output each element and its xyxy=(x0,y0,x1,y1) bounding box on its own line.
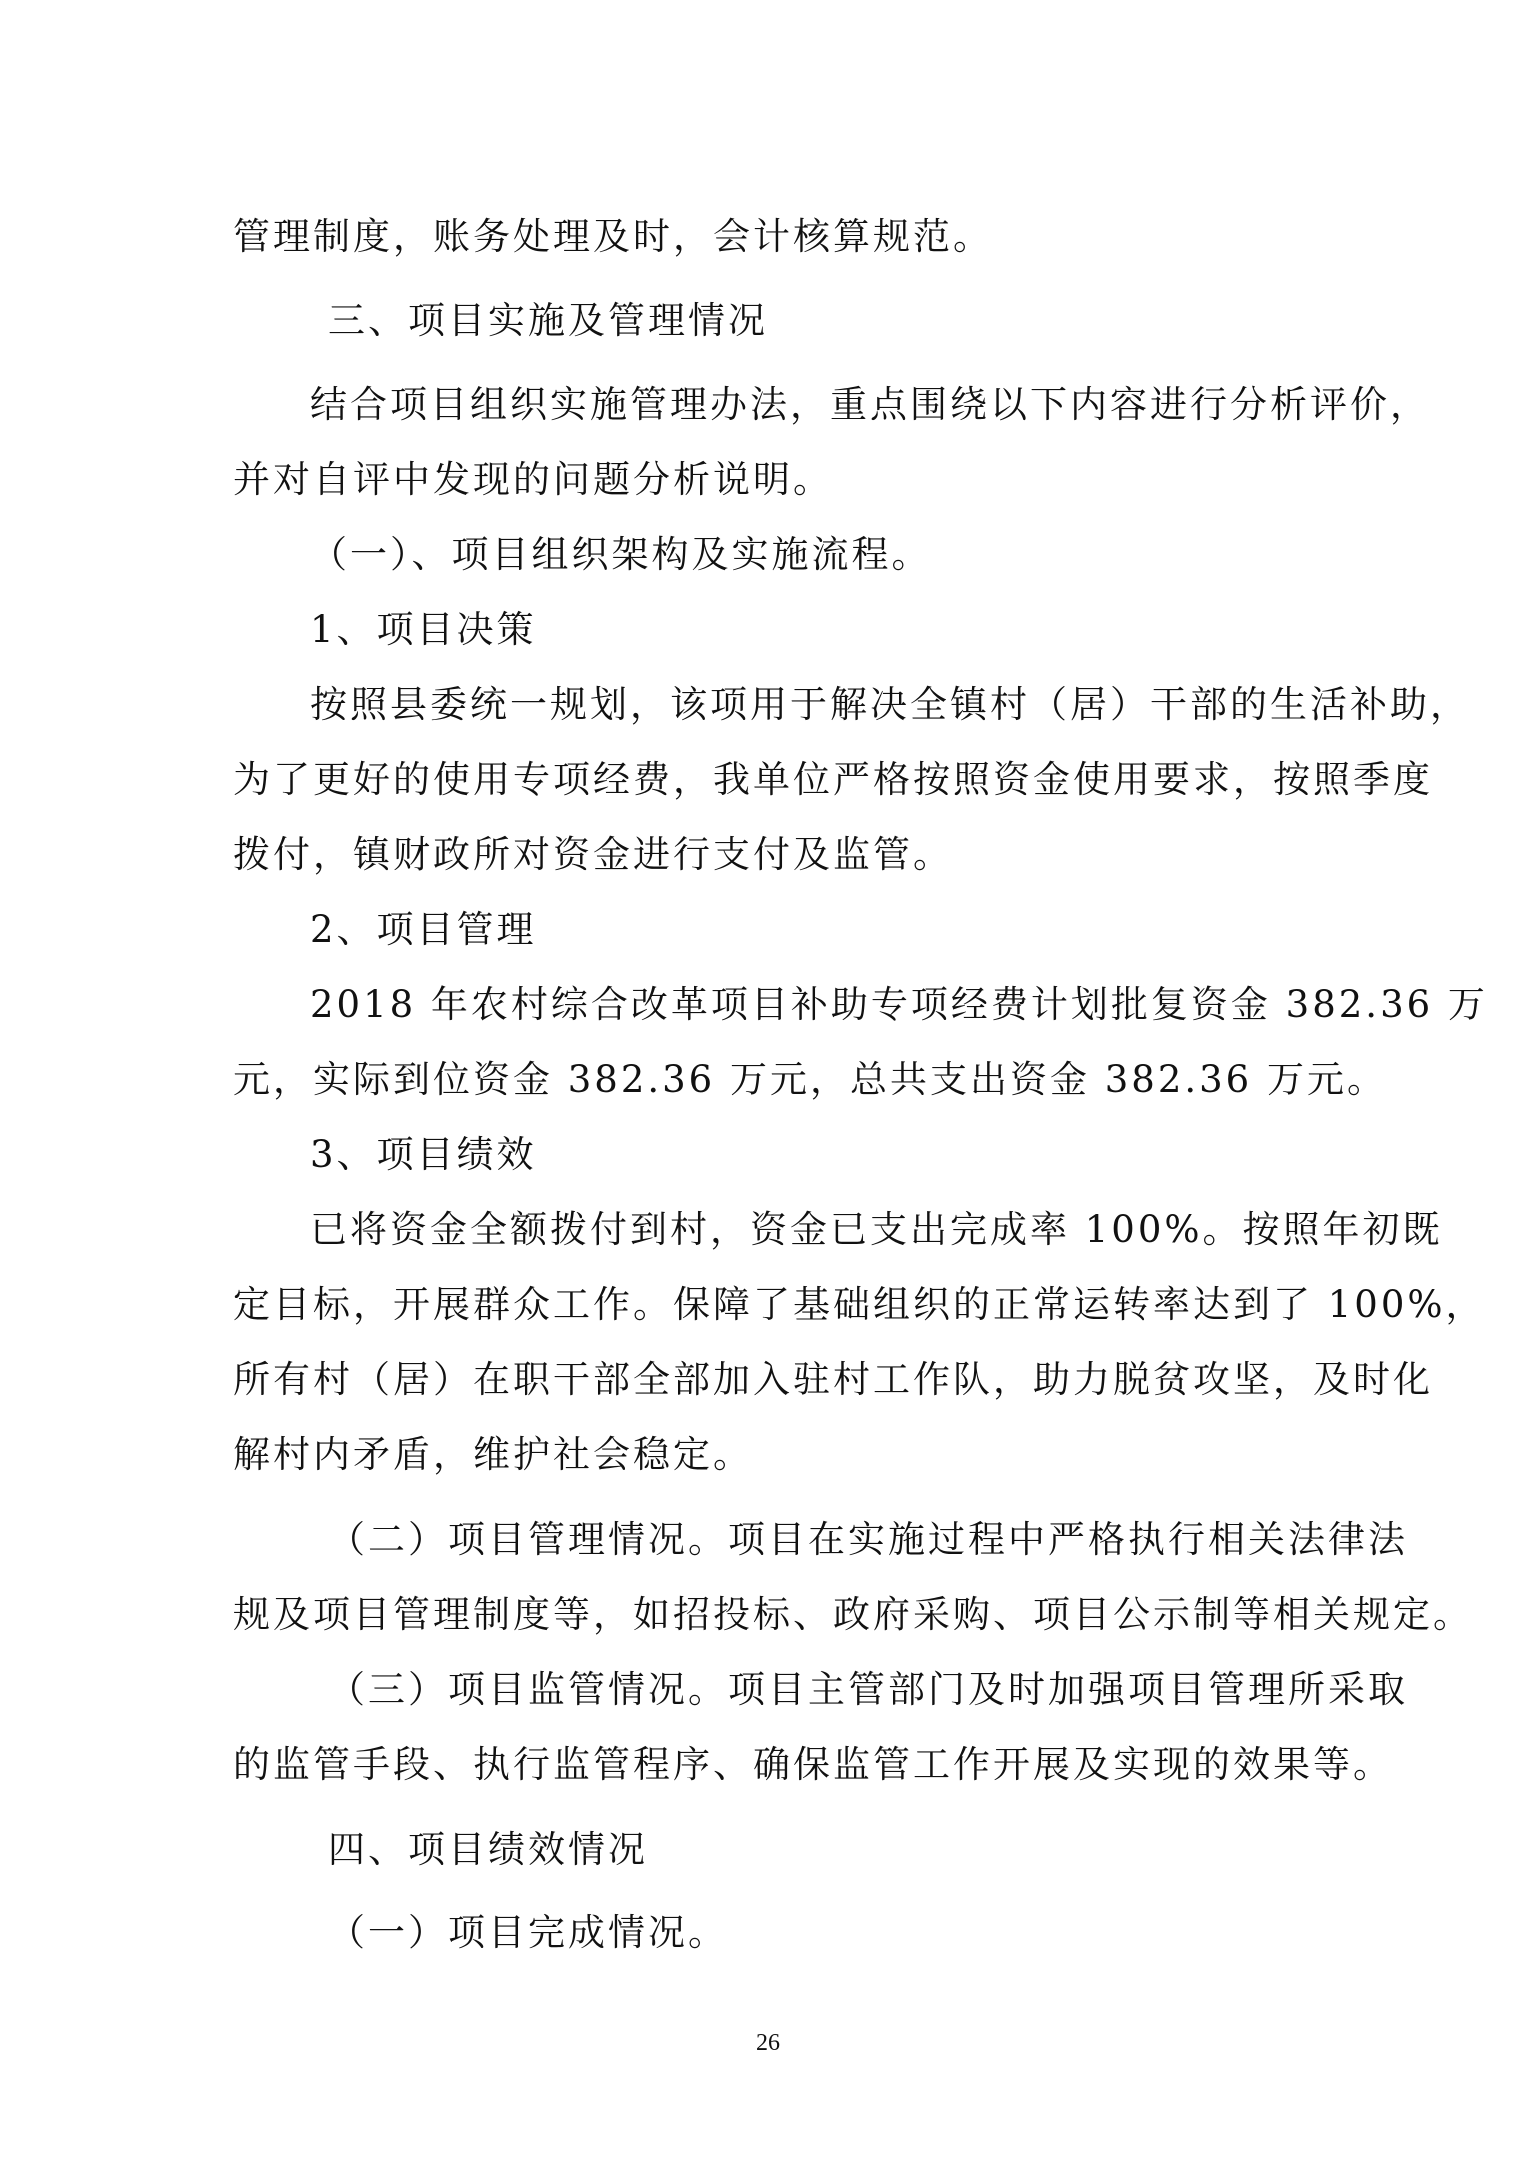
paragraph-line: 结合项目组织实施管理办法，重点围绕以下内容进行分析评价， xyxy=(310,383,1430,426)
paragraph-line: 按照县委统一规划，该项用于解决全镇村（居）干部的生活补助， xyxy=(310,683,1470,726)
paragraph-line: 拨付，镇财政所对资金进行支付及监管。 xyxy=(233,833,953,876)
item-heading: 3、项目绩效 xyxy=(310,1133,537,1176)
subsection-heading: （一）项目完成情况。 xyxy=(328,1911,728,1954)
item-heading: 1、项目决策 xyxy=(310,608,537,651)
paragraph-line: 的监管手段、执行监管程序、确保监管工作开展及实现的效果等。 xyxy=(233,1743,1393,1786)
page-number: 26 xyxy=(756,2030,780,2056)
paragraph-line: 管理制度，账务处理及时，会计核算规范。 xyxy=(233,215,993,258)
paragraph-line: 元，实际到位资金 382.36 万元，总共支出资金 382.36 万元。 xyxy=(233,1058,1387,1101)
paragraph-line: （二）项目管理情况。项目在实施过程中严格执行相关法律法 xyxy=(328,1518,1408,1561)
paragraph-line: 定目标，开展群众工作。保障了基础组织的正常运转率达到了 100%， xyxy=(233,1283,1486,1326)
paragraph-line: 所有村（居）在职干部全部加入驻村工作队，助力脱贫攻坚，及时化 xyxy=(233,1358,1433,1401)
paragraph-line: 2018 年农村综合改革项目补助专项经费计划批复资金 382.36 万 xyxy=(310,983,1488,1026)
paragraph-line: 并对自评中发现的问题分析说明。 xyxy=(233,458,833,501)
paragraph-line: 已将资金全额拨付到村，资金已支出完成率 100%。按照年初既 xyxy=(310,1208,1443,1251)
paragraph-line: （三）项目监管情况。项目主管部门及时加强项目管理所采取 xyxy=(328,1668,1408,1711)
paragraph-line: 为了更好的使用专项经费，我单位严格按照资金使用要求，按照季度 xyxy=(233,758,1433,801)
paragraph-line: 规及项目管理制度等，如招投标、政府采购、项目公示制等相关规定。 xyxy=(233,1593,1473,1636)
item-heading: 2、项目管理 xyxy=(310,908,537,951)
paragraph-line: 解村内矛盾，维护社会稳定。 xyxy=(233,1433,753,1476)
section-heading: 四、项目绩效情况 xyxy=(328,1828,648,1871)
subsection-heading: （一）、项目组织架构及实施流程。 xyxy=(310,533,932,576)
section-heading: 三、项目实施及管理情况 xyxy=(328,299,768,342)
